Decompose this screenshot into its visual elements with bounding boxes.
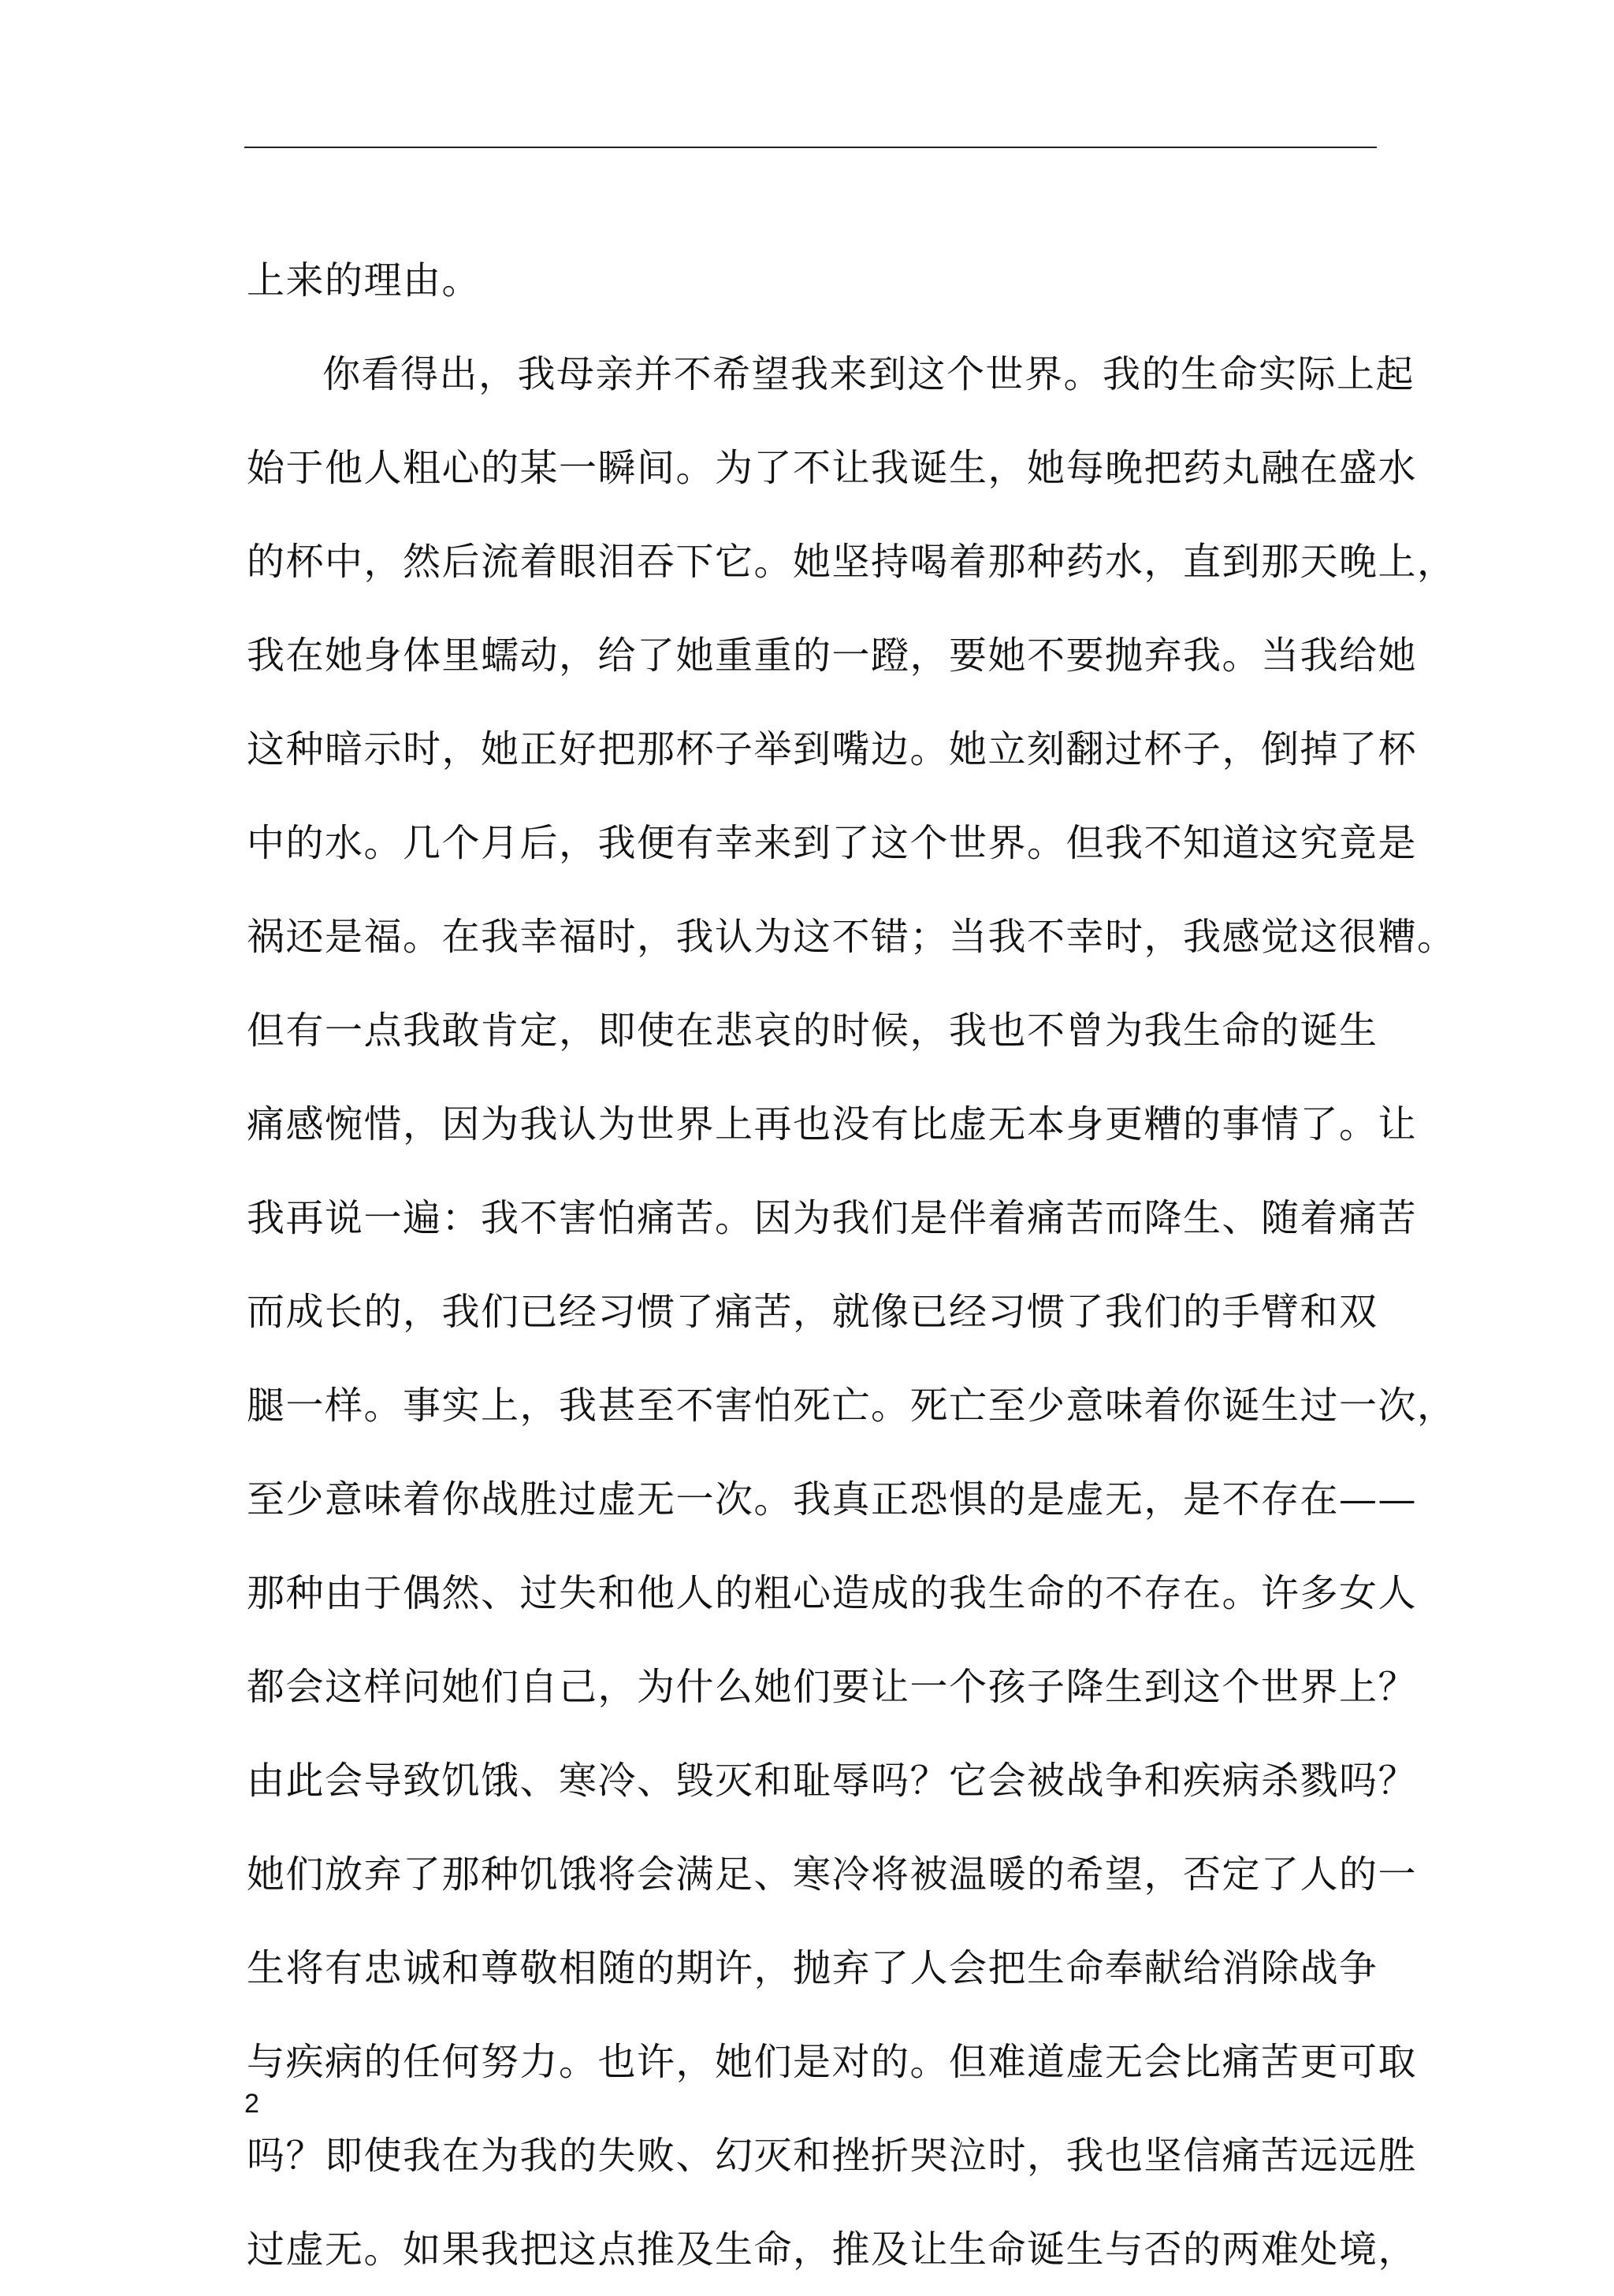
text-line: 至少意味着你战胜过虚无一次。我真正恐惧的是虚无，是不存在—— xyxy=(247,1477,1418,1521)
text-line: 生将有忠诚和尊敬相随的期许，抛弃了人会把生命奉献给消除战争 xyxy=(247,1945,1378,1990)
text-line: 痛感惋惜，因为我认为世界上再也没有比虚无本身更糟的事情了。让 xyxy=(247,1102,1418,1146)
text-line: 的杯中，然后流着眼泪吞下它。她坚持喝着那种药水，直到那天晚上， xyxy=(247,539,1456,584)
text-line: 都会这样问她们自己，为什么她们要让一个孩子降生到这个世界上？ xyxy=(247,1664,1418,1709)
text-line: 与疾病的任何努力。也许，她们是对的。但难道虚无会比痛苦更可取 xyxy=(247,2039,1418,2084)
text-line: 我再说一遍：我不害怕痛苦。因为我们是伴着痛苦而降生、随着痛苦 xyxy=(247,1195,1418,1240)
text-line: 过虚无。如果我把这点推及生命，推及让生命诞生与否的两难处境， xyxy=(247,2227,1418,2272)
text-line: 中的水。几个月后，我便有幸来到了这个世界。但我不知道这究竟是 xyxy=(247,820,1418,865)
text-line: 但有一点我敢肯定，即使在悲哀的时候，我也不曾为我生命的诞生 xyxy=(247,1008,1378,1053)
text-line: 吗？即使我在为我的失败、幻灭和挫折哭泣时，我也坚信痛苦远远胜 xyxy=(247,2133,1418,2178)
text-line: 这种暗示时，她正好把那杯子举到嘴边。她立刻翻过杯子，倒掉了杯 xyxy=(247,726,1418,771)
text-line: 那种由于偶然、过失和他人的粗心造成的我生命的不存在。许多女人 xyxy=(247,1570,1418,1615)
paragraph-first-line: 你看得出，我母亲并不希望我来到这个世界。我的生命实际上起 xyxy=(322,351,1415,396)
header-rule xyxy=(244,147,1377,148)
document-body xyxy=(247,233,1456,2296)
text-line: 由此会导致饥饿、寒冷、毁灭和耻辱吗？它会被战争和疾病杀戮吗？ xyxy=(247,1758,1418,1803)
text-line: 腿一样。事实上，我甚至不害怕死亡。死亡至少意味着你诞生过一次， xyxy=(247,1383,1456,1428)
text-line: 而成长的，我们已经习惯了痛苦，就像已经习惯了我们的手臂和双 xyxy=(247,1289,1378,1334)
text-line: 上来的理由。 xyxy=(247,258,482,303)
text-line: 我在她身体里蠕动，给了她重重的一蹬，要她不要抛弃我。当我给她 xyxy=(247,633,1418,678)
text-line: 始于他人粗心的某一瞬间。为了不让我诞生，她每晚把药丸融在盛水 xyxy=(247,445,1418,490)
text-line: 祸还是福。在我幸福时，我认为这不错；当我不幸时，我感觉这很糟。 xyxy=(247,914,1456,959)
text-line: 她们放弃了那种饥饿将会满足、寒冷将被温暖的希望，否定了人的一 xyxy=(247,1852,1418,1897)
page-number: 2 xyxy=(244,2089,259,2119)
